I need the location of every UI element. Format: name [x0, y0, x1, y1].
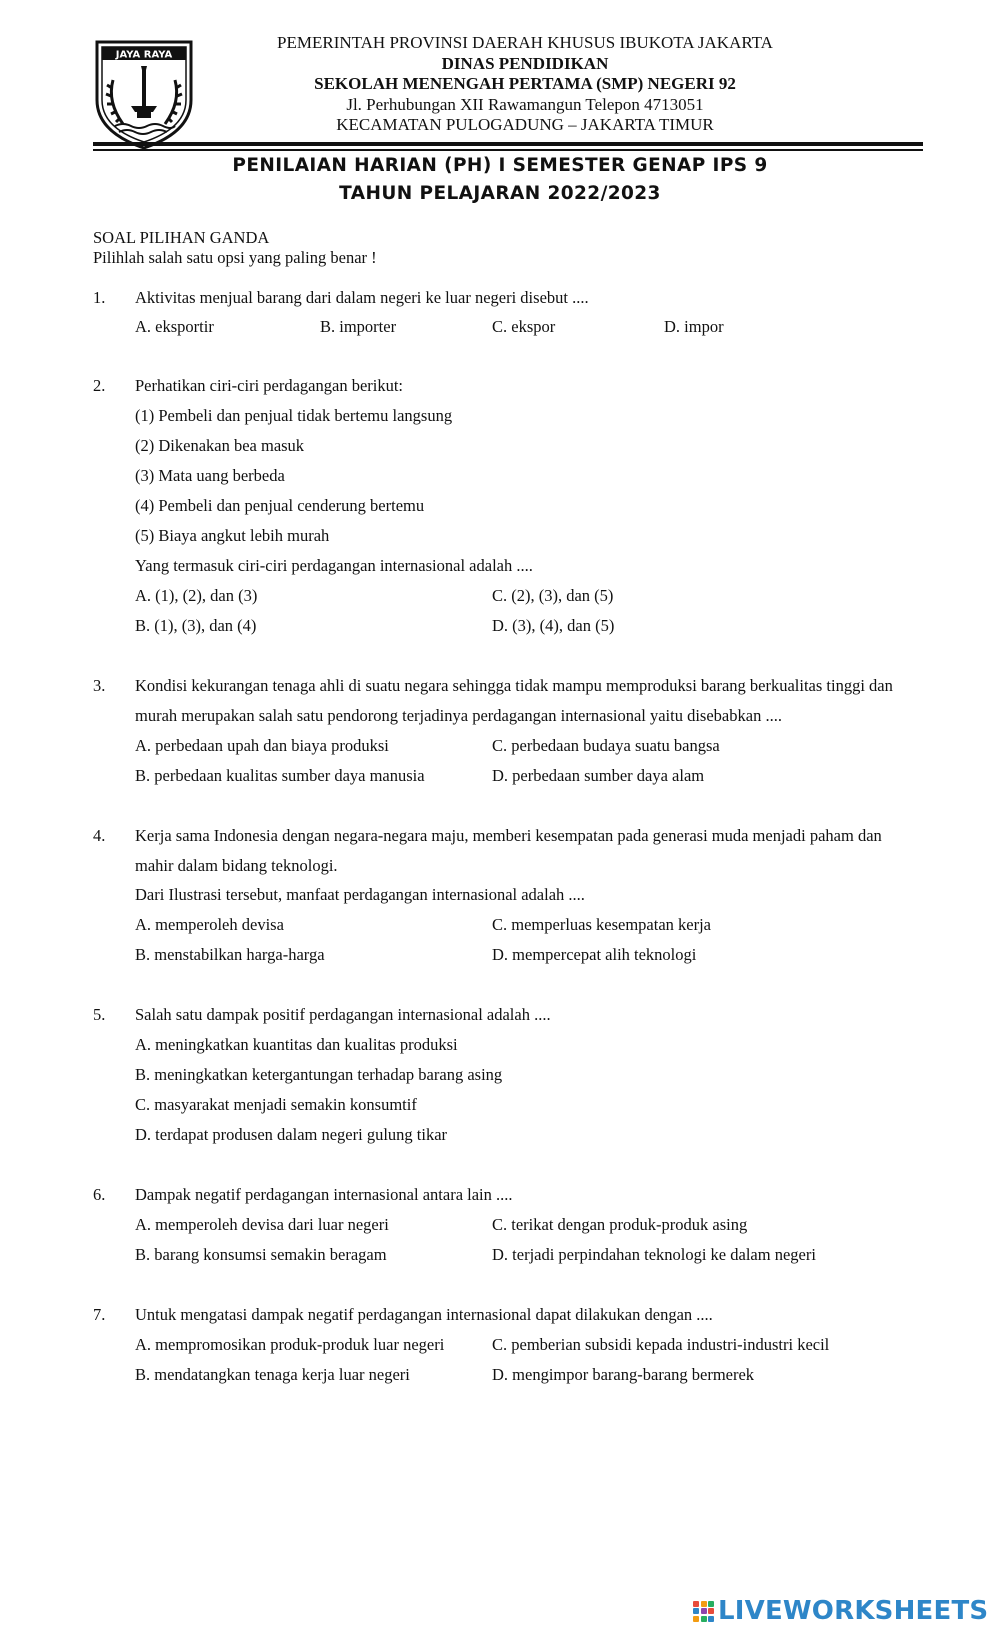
question-1-option-a[interactable]: A. eksportir: [135, 317, 214, 336]
letterhead-government: PEMERINTAH PROVINSI DAERAH KHUSUS IBUKOTA JAKARTA: [277, 33, 773, 52]
letterhead-divider-thick: [93, 142, 923, 146]
liveworksheets-text: LIVEWORKSHEETS: [718, 1596, 989, 1626]
liveworksheets-logo-square: [701, 1601, 707, 1607]
letterhead-department: DINAS PENDIDIKAN: [441, 53, 609, 73]
question-2-option-a[interactable]: A. (1), (2), dan (3): [135, 586, 258, 605]
question-1-text: Aktivitas menjual barang dari dalam negeri ke luar negeri disebut ....: [135, 288, 589, 307]
question-4-text-cont: mahir dalam bidang teknologi.: [135, 856, 338, 875]
liveworksheets-badge[interactable]: [693, 1596, 988, 1626]
exam-title: PENILAIAN HARIAN (PH) I SEMESTER GENAP IPS 9: [232, 155, 768, 176]
letterhead-school-name: SEKOLAH MENENGAH PERTAMA (SMP) NEGERI 92: [314, 74, 736, 94]
question-2-item: (2) Dikenakan bea masuk: [135, 436, 305, 455]
question-7-option-d[interactable]: D. mengimpor barang-barang bermerek: [492, 1365, 755, 1384]
question-4-number: 4.: [93, 826, 106, 845]
question-2-item: (4) Pembeli dan penjual cenderung bertemu: [135, 496, 425, 515]
letterhead: [200, 33, 850, 136]
question-3-option-b[interactable]: B. perbedaan kualitas sumber daya manusia: [135, 766, 425, 785]
question-4-option-c[interactable]: C. memperluas kesempatan kerja: [492, 915, 712, 934]
question-6-option-c[interactable]: C. terikat dengan produk-produk asing: [492, 1215, 748, 1234]
jakarta-emblem-logo: [93, 40, 195, 150]
liveworksheets-logo-icon: [693, 1601, 714, 1622]
liveworksheets-logo-square: [701, 1616, 707, 1622]
question-6-option-a[interactable]: A. memperoleh devisa dari luar negeri: [135, 1215, 389, 1234]
letterhead-address: Jl. Perhubungan XII Rawamangun Telepon 4713051: [346, 94, 704, 114]
question-5-option-d[interactable]: D. terdapat produsen dalam negeri gulung tikar: [135, 1125, 448, 1144]
question-2-item: (3) Mata uang berbeda: [135, 466, 285, 485]
question-5-option-a[interactable]: A. meningkatkan kuantitas dan kualitas produksi: [135, 1035, 458, 1054]
question-3-text-cont: murah merupakan salah satu pendorong terjadinya perdagangan internasional yaitu disebabkan ....: [135, 706, 782, 725]
question-3-option-c[interactable]: C. perbedaan budaya suatu bangsa: [492, 736, 720, 755]
letterhead-district: KECAMATAN PULOGADUNG – JAKARTA TIMUR: [336, 115, 714, 135]
question-6-text: Dampak negatif perdagangan internasional antara lain ....: [135, 1185, 513, 1204]
question-2-prompt: Yang termasuk ciri-ciri perdagangan internasional adalah ....: [135, 556, 533, 575]
question-2-option-b[interactable]: B. (1), (3), dan (4): [135, 616, 257, 635]
liveworksheets-logo-square: [693, 1608, 699, 1614]
question-6-number: 6.: [93, 1185, 106, 1204]
liveworksheets-logo-square: [693, 1601, 699, 1607]
question-3-text: Kondisi kekurangan tenaga ahli di suatu negara sehingga tidak mampu memproduksi barang berkualitas tinggi dan: [135, 676, 893, 695]
question-5-text: Salah satu dampak positif perdagangan internasional adalah ....: [135, 1005, 551, 1024]
question-5-option-b[interactable]: B. meningkatkan ketergantungan terhadap barang asing: [135, 1065, 503, 1084]
question-4-text: Kerja sama Indonesia dengan negara-negara maju, memberi kesempatan pada generasi muda menjadi paham dan: [135, 826, 882, 845]
question-5-option-c[interactable]: C. masyarakat menjadi semakin konsumtif: [135, 1095, 417, 1114]
question-2-option-d[interactable]: D. (3), (4), dan (5): [492, 616, 615, 635]
question-4-option-b[interactable]: B. menstabilkan harga-harga: [135, 945, 325, 964]
question-7-option-a[interactable]: A. mempromosikan produk-produk luar negeri: [135, 1335, 445, 1354]
question-1-option-c[interactable]: C. ekspor: [492, 317, 556, 336]
section-heading: SOAL PILIHAN GANDA: [93, 228, 270, 247]
liveworksheets-logo-square: [708, 1616, 714, 1622]
question-2-text: Perhatikan ciri-ciri perdagangan berikut:: [135, 376, 404, 395]
liveworksheets-logo-square: [708, 1601, 714, 1607]
question-4-option-a[interactable]: A. memperoleh devisa: [135, 915, 284, 934]
question-7-option-c[interactable]: C. pemberian subsidi kepada industri-industri kecil: [492, 1335, 830, 1354]
letterhead-divider-thin: [93, 149, 923, 151]
question-1-option-b[interactable]: B. importer: [320, 317, 397, 336]
question-3-option-d[interactable]: D. perbedaan sumber daya alam: [492, 766, 705, 785]
logo-text: JAYA RAYA: [115, 49, 173, 61]
question-4-option-d[interactable]: D. mempercepat alih teknologi: [492, 945, 697, 964]
section-instruction: Pilihlah salah satu opsi yang paling benar !: [93, 248, 377, 267]
question-6-option-b[interactable]: B. barang konsumsi semakin beragam: [135, 1245, 387, 1264]
question-4-prompt: Dari Ilustrasi tersebut, manfaat perdagangan internasional adalah ....: [135, 885, 585, 904]
liveworksheets-logo-square: [693, 1616, 699, 1622]
question-2-number: 2.: [93, 376, 106, 395]
liveworksheets-logo-square: [708, 1608, 714, 1614]
question-2-item: (1) Pembeli dan penjual tidak bertemu langsung: [135, 406, 453, 425]
exam-year: TAHUN PELAJARAN 2022/2023: [339, 183, 661, 204]
question-3-option-a[interactable]: A. perbedaan upah dan biaya produksi: [135, 736, 389, 755]
question-7-text: Untuk mengatasi dampak negatif perdagangan internasional dapat dilakukan dengan ....: [135, 1305, 713, 1324]
question-2-option-c[interactable]: C. (2), (3), dan (5): [492, 586, 614, 605]
question-1-number: 1.: [93, 288, 106, 307]
question-7-number: 7.: [93, 1305, 106, 1324]
question-2-item: (5) Biaya angkut lebih murah: [135, 526, 330, 545]
question-7-option-b[interactable]: B. mendatangkan tenaga kerja luar negeri: [135, 1365, 410, 1384]
liveworksheets-logo-square: [701, 1608, 707, 1614]
question-1-option-d[interactable]: D. impor: [664, 317, 724, 336]
question-5-number: 5.: [93, 1005, 106, 1024]
question-6-option-d[interactable]: D. terjadi perpindahan teknologi ke dalam negeri: [492, 1245, 816, 1264]
question-3-number: 3.: [93, 676, 106, 695]
